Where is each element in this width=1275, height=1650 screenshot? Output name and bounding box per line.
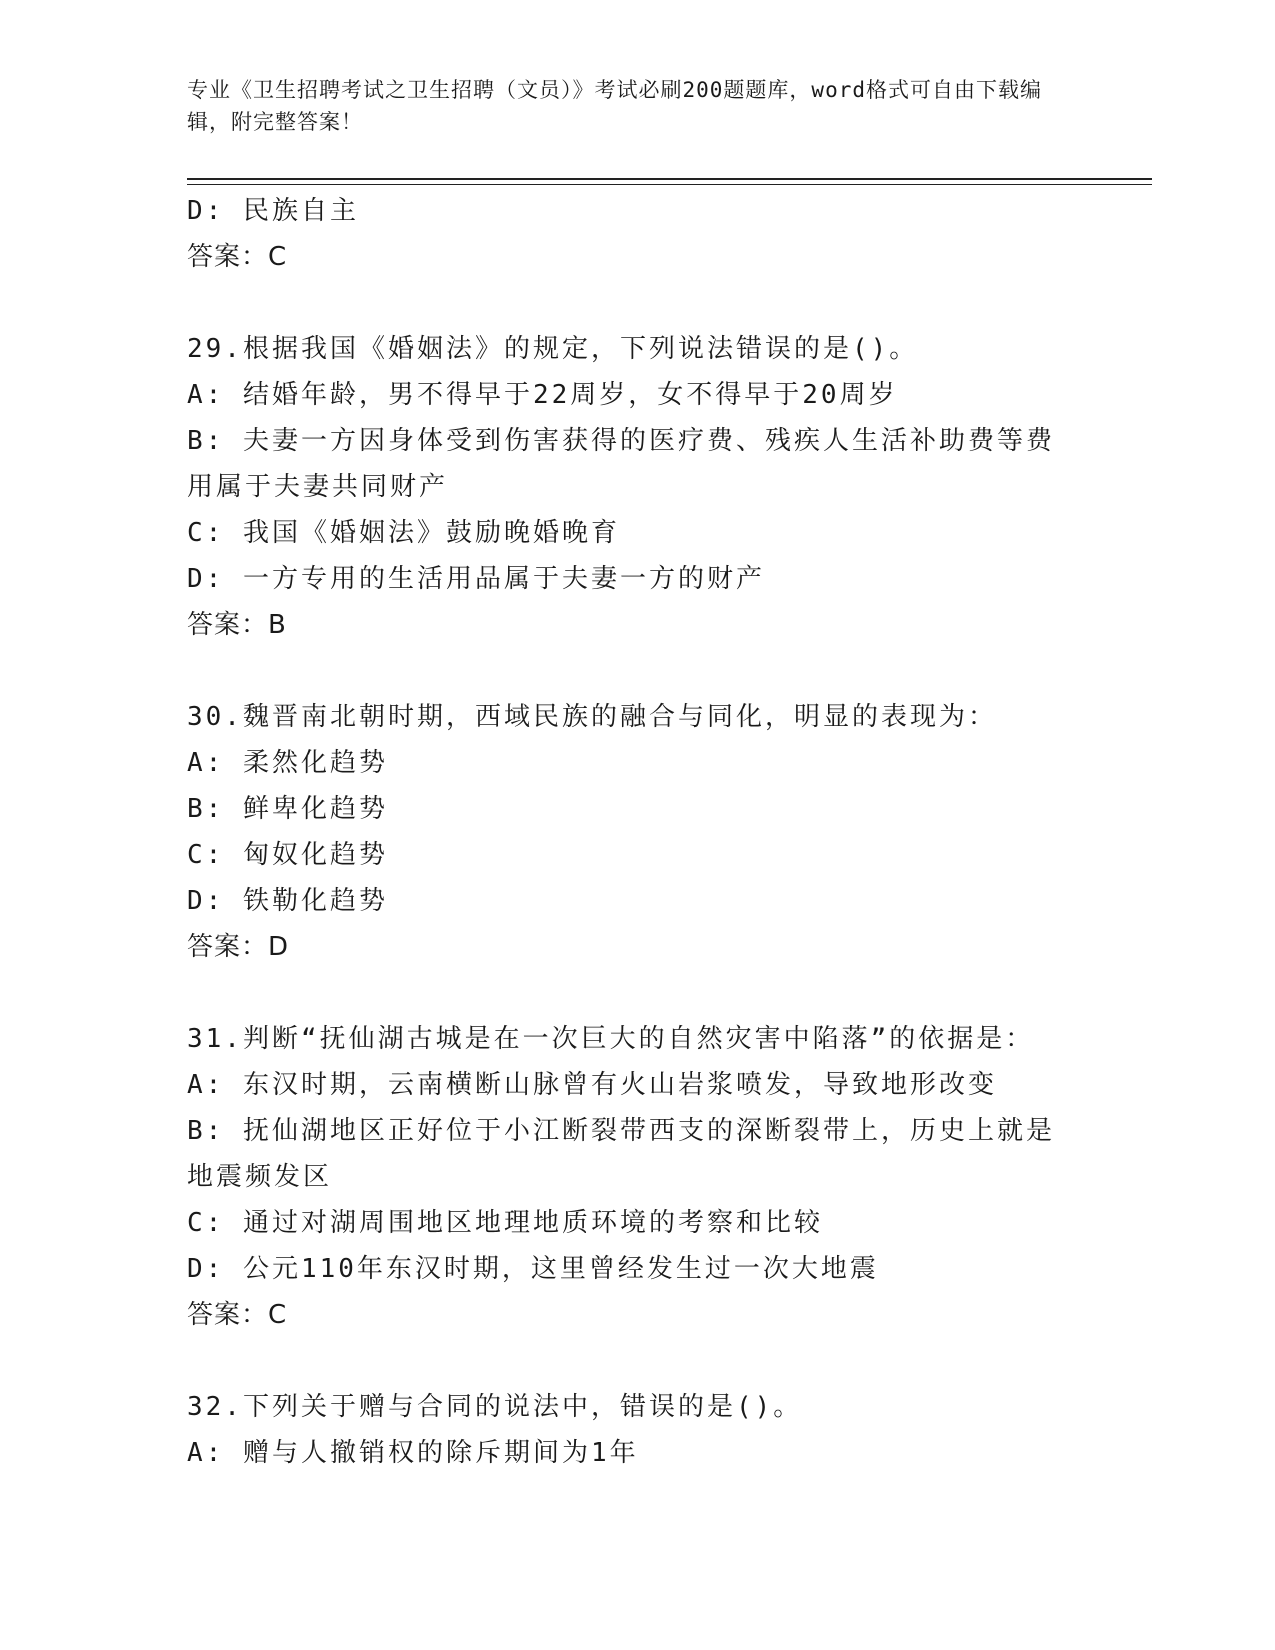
option-d: D: 公元110年东汉时期，这里曾经发生过一次大地震 — [187, 1254, 879, 1284]
question-stem: 30.魏晋南北朝时期，西域民族的融合与同化，明显的表现为： — [187, 702, 997, 732]
option-c: C: 我国《婚姻法》鼓励晚婚晚育 — [187, 518, 620, 548]
option-a: A: 赠与人撤销权的除斥期间为1年 — [187, 1438, 639, 1468]
option-d: D: 民族自主 — [187, 196, 359, 226]
question-block-32 — [187, 1384, 1077, 1476]
answer-line: 答案：C — [187, 1300, 288, 1330]
option-a: A: 结婚年龄，男不得早于22周岁，女不得早于20周岁 — [187, 380, 898, 410]
spacer — [187, 970, 1077, 1016]
option-b: B: 夫妻一方因身体受到伤害获得的医疗费、残疾人生活补助费等费用属于夫妻共同财产 — [187, 426, 1055, 502]
question-stem: 29.根据我国《婚姻法》的规定，下列说法错误的是()。 — [187, 334, 919, 364]
option-c: C: 匈奴化趋势 — [187, 840, 388, 870]
question-block-28-tail — [187, 188, 1077, 280]
option-b: B: 鲜卑化趋势 — [187, 794, 388, 824]
question-block-30 — [187, 694, 1077, 970]
option-d: D: 一方专用的生活用品属于夫妻一方的财产 — [187, 564, 765, 594]
spacer — [187, 1338, 1077, 1384]
answer-line: 答案：D — [187, 932, 290, 962]
answer-line: 答案：B — [187, 610, 287, 640]
option-b: B: 抚仙湖地区正好位于小江断裂带西支的深断裂带上，历史上就是地震频发区 — [187, 1116, 1055, 1192]
option-c: C: 通过对湖周围地区地理地质环境的考察和比较 — [187, 1208, 823, 1238]
option-a: A: 柔然化趋势 — [187, 748, 388, 778]
option-a: A: 东汉时期，云南横断山脉曾有火山岩浆喷发，导致地形改变 — [187, 1070, 997, 1100]
header-rule-thick — [187, 178, 1152, 180]
option-d: D: 铁勒化趋势 — [187, 886, 388, 916]
question-block-29 — [187, 326, 1077, 648]
spacer — [187, 648, 1077, 694]
page-header: 专业《卫生招聘考试之卫生招聘（文员）》考试必刷200题题库，word格式可自由下载编辑，附完整答案！ — [187, 78, 1042, 134]
question-block-31 — [187, 1016, 1077, 1338]
question-stem: 31.判断“抚仙湖古城是在一次巨大的自然灾害中陷落”的依据是： — [187, 1024, 1035, 1054]
answer-line: 答案：C — [187, 242, 288, 272]
document-body — [187, 188, 1077, 1476]
question-stem: 32.下列关于赠与合同的说法中，错误的是()。 — [187, 1392, 803, 1422]
header-rule-thin — [187, 184, 1152, 185]
spacer — [187, 280, 1077, 326]
